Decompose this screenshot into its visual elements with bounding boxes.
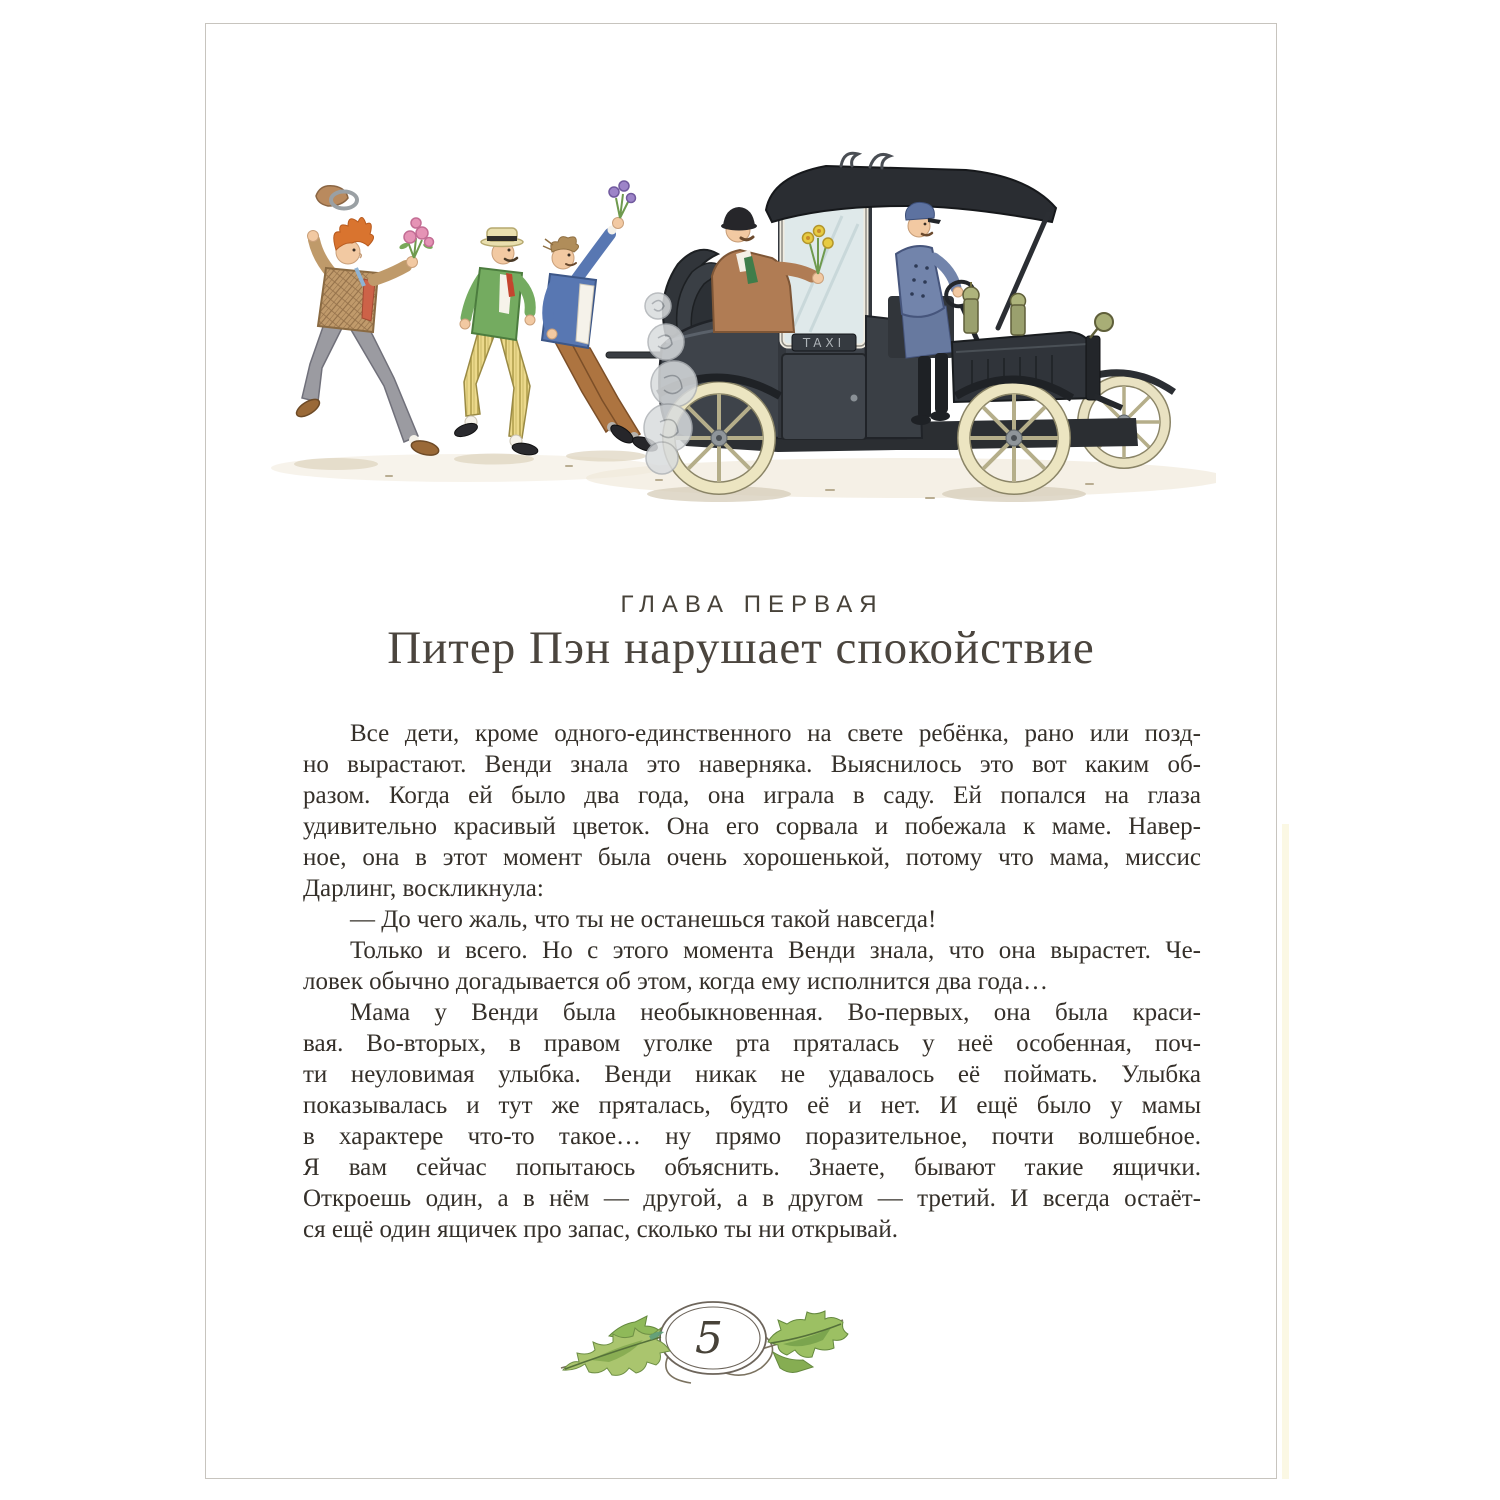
body-text	[303, 718, 1201, 1245]
text-line: Мама у Венди была необыкновенная. Во-первых, она была краси-	[350, 999, 1201, 1026]
text-line: Все дети, кроме одного-единственного на свете ребёнка, рано или позд-	[350, 720, 1201, 747]
irises-bouquet	[609, 181, 636, 218]
text-line: ловек обычно догадывается об этом, когда ему исполнится два года…	[303, 968, 1049, 995]
left-leaves	[563, 1316, 670, 1375]
runner-tweed	[294, 217, 440, 457]
text-line: Дарлинг, воскликнула:	[303, 875, 544, 902]
text-line: ное, она в этот момент была очень хорошенькой, потому что мама, миссис	[303, 844, 1201, 871]
book-page	[205, 23, 1277, 1479]
text-line: — До чего жаль, что ты не останешься такой навсегда!	[350, 906, 937, 933]
text-line: Только и всего. Но с этого момента Венди знала, что она вырастет. Че-	[350, 937, 1201, 964]
text-line: Откроешь один, а в нём — другой, а в другом — третий. И всегда остаёт-	[303, 1185, 1201, 1212]
text-line: вая. Во-вторых, в правом уголке рта пряталась у неё особенная, поч-	[303, 1030, 1201, 1057]
text-line: ся ещё один ящичек про запас, сколько ты ни открывай.	[303, 1216, 898, 1243]
chapter-illustration	[266, 146, 1216, 516]
chapter-label: ГЛАВА ПЕРВАЯ	[620, 591, 884, 618]
page-number: 5	[695, 1313, 723, 1364]
text-line: в характере что-то такое… ну прямо поразительное, почти волшебное.	[303, 1123, 1201, 1150]
text-line: показывалась и тут же пряталась, будто её и нет. И ещё было у мамы	[303, 1092, 1201, 1119]
text-line: ти неуловимая улыбка. Венди никак не удавалось её поймать. Улыбка	[303, 1061, 1201, 1088]
page-number-vignette	[551, 1290, 851, 1390]
text-line: разом. Когда ей было два года, она играла в саду. Ей попался на глаза	[303, 782, 1201, 809]
text-line: Я вам сейчас попытаюсь объяснить. Знаете, бывают такие ящички.	[303, 1154, 1201, 1181]
brass-lamps	[963, 282, 1113, 338]
right-leaves	[768, 1311, 848, 1372]
straw-boater-hat	[481, 228, 523, 247]
taxi-sign: TAXI	[802, 336, 846, 350]
roses-bouquet	[398, 218, 433, 258]
text-line: но вырастают. Венди знала это наверняка. Выяснилось это вот каким об-	[303, 751, 1201, 778]
front-wheel	[958, 382, 1070, 494]
chapter-title: Питер Пэн нарушает спокойствие	[387, 622, 1095, 674]
flying-hat-icon	[316, 186, 357, 209]
vintage-taxi	[606, 153, 1174, 494]
runner-green	[453, 228, 539, 457]
text-line: удивительно красивый цветок. Она его сорвала и побежала к маме. Навер-	[303, 813, 1201, 840]
runner-blue	[542, 181, 659, 454]
